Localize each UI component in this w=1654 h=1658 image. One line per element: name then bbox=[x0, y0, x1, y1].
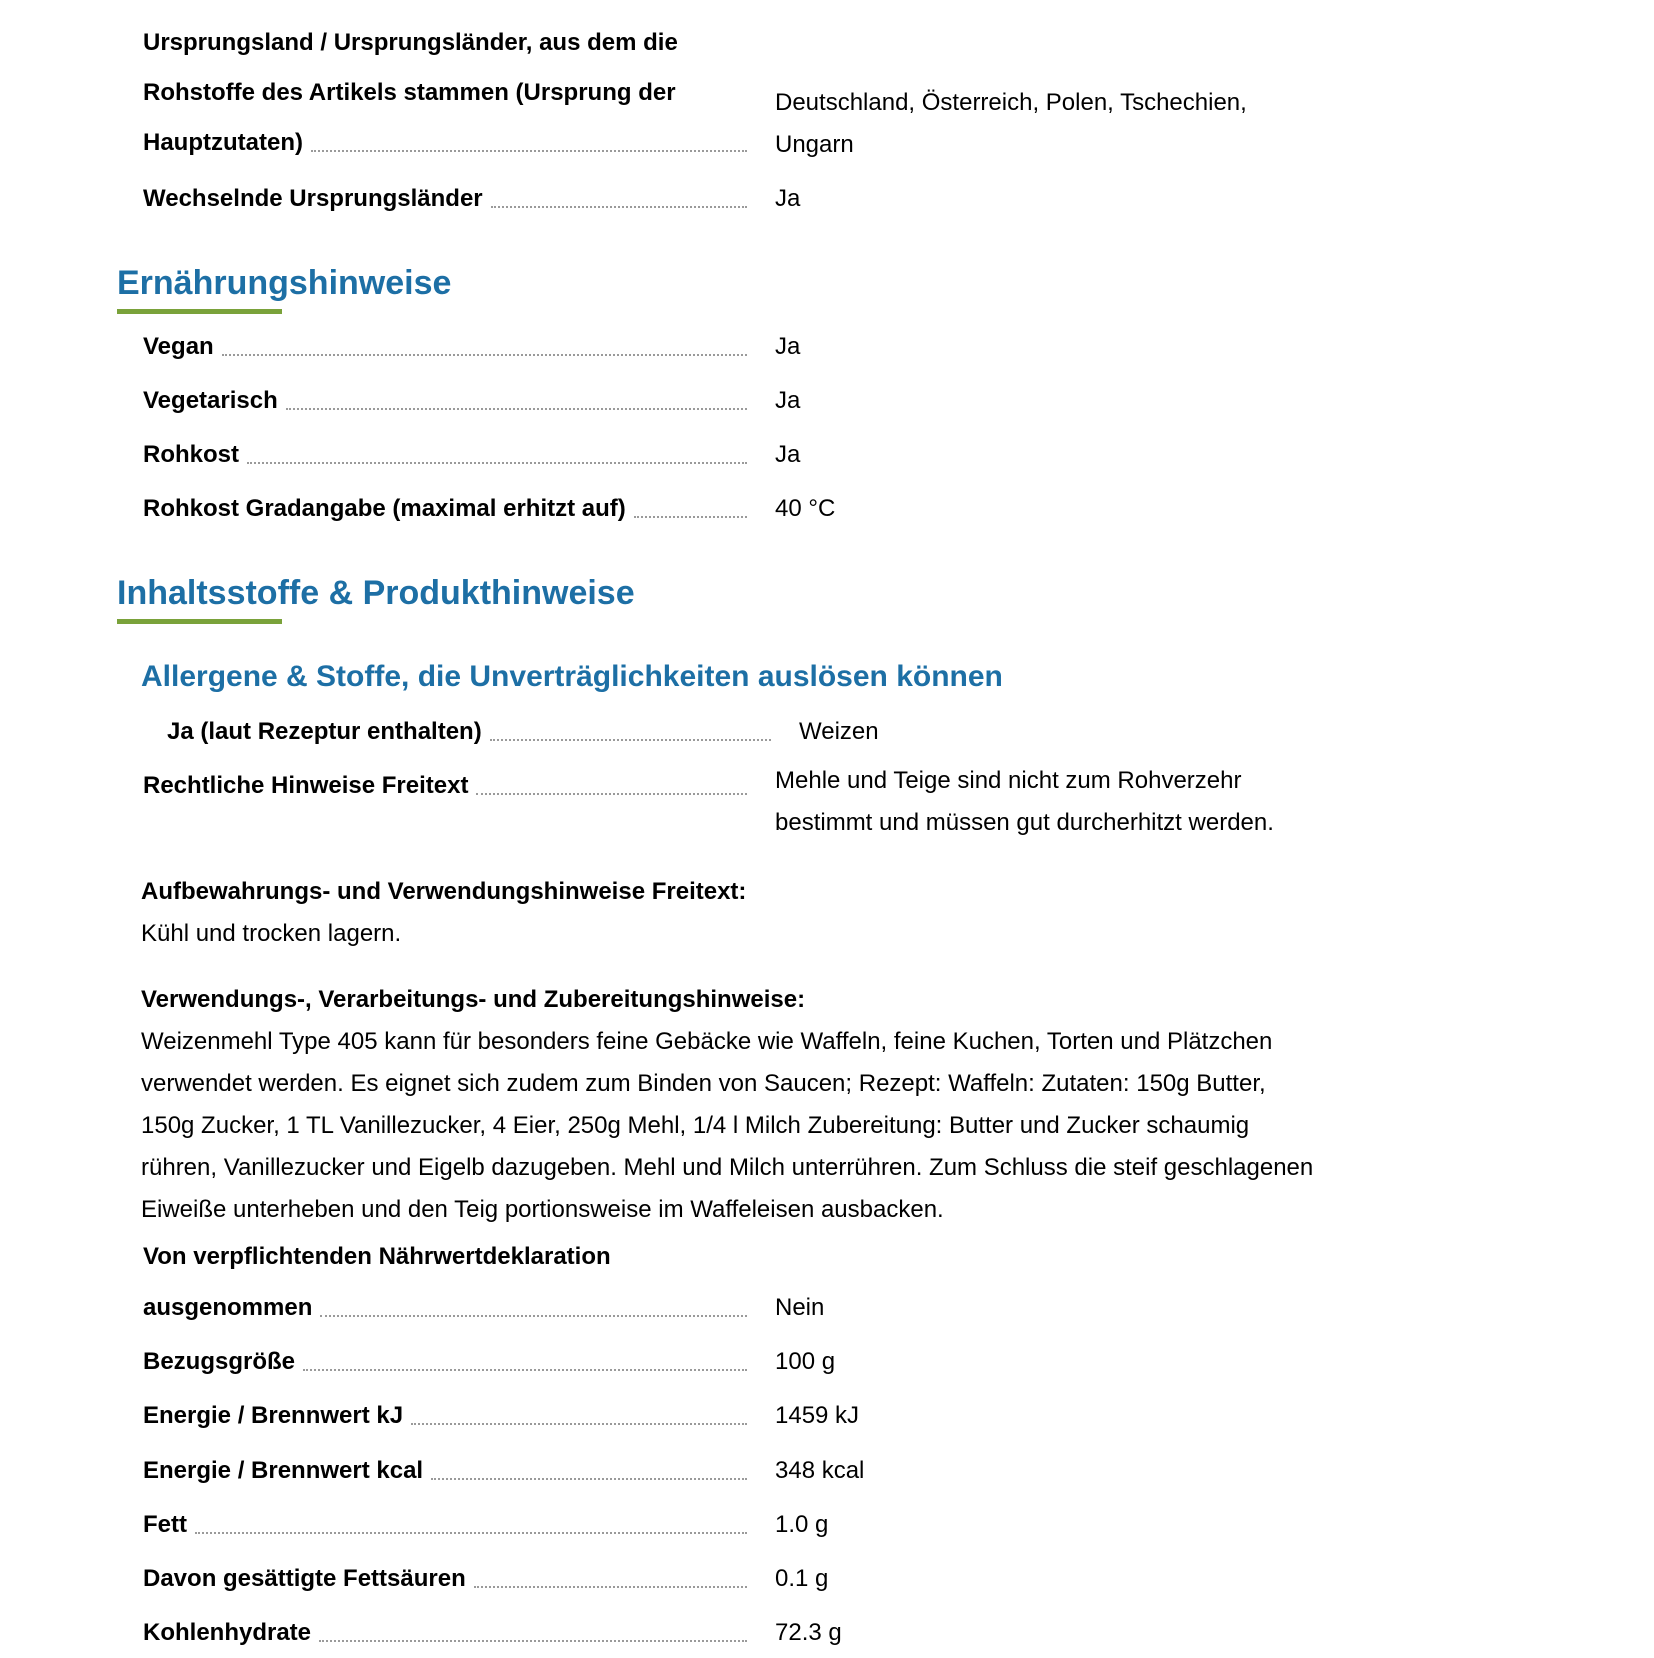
heading-accent-bar bbox=[117, 309, 282, 314]
leader-dots bbox=[222, 353, 747, 356]
usage-label: Verwendungs-, Verarbeitungs- und Zubereitungshinweise: bbox=[141, 986, 806, 1013]
nutrient-value: 0.1 g bbox=[775, 1565, 829, 1592]
leader-dots bbox=[303, 1368, 747, 1371]
origin-countries-value-line2: Ungarn bbox=[775, 131, 854, 158]
origin-label-line1: Ursprungsland / Ursprungsländer, aus dem die bbox=[143, 29, 678, 56]
leader-dots bbox=[634, 515, 747, 518]
leader-dots bbox=[491, 205, 747, 208]
nutrition-value: Ja bbox=[775, 441, 801, 468]
allergens-value: Weizen bbox=[799, 718, 879, 745]
leader-dots bbox=[195, 1531, 747, 1534]
storage-label: Aufbewahrungs- und Verwendungshinweise Freitext: bbox=[141, 878, 747, 905]
nutrient-label: Bezugsgröße bbox=[143, 1348, 296, 1375]
leader-dots bbox=[476, 792, 747, 795]
leader-dots bbox=[490, 738, 771, 741]
allergens-label: Ja (laut Rezeptur enthalten) bbox=[167, 718, 482, 745]
nutrition-label: Vegan bbox=[143, 333, 214, 360]
exempt-label-line2: ausgenommen bbox=[143, 1294, 313, 1321]
exempt-label-line1: Von verpflichtenden Nährwertdeklaration bbox=[143, 1243, 611, 1270]
leader-dots bbox=[286, 407, 747, 410]
exempt-value: Nein bbox=[775, 1294, 825, 1321]
nutrient-value: 348 kcal bbox=[775, 1457, 865, 1484]
nutrient-label: Energie / Brennwert kJ bbox=[143, 1402, 404, 1429]
nutrition-label: Vegetarisch bbox=[143, 387, 278, 414]
allergens-heading: Allergene & Stoffe, die Unverträglichkeiten auslösen können bbox=[141, 660, 1003, 693]
nutrient-value: 1459 kJ bbox=[775, 1402, 860, 1429]
nutrient-label: Kohlenhydrate bbox=[143, 1619, 312, 1646]
nutrition-value: Ja bbox=[775, 333, 801, 360]
ingredients-heading: Inhaltsstoffe & Produkthinweise bbox=[117, 574, 635, 612]
origin-changing-label: Wechselnde Ursprungsländer bbox=[143, 185, 483, 212]
origin-label-line3: Hauptzutaten) bbox=[143, 129, 303, 156]
nutrient-value: 100 g bbox=[775, 1348, 836, 1375]
nutrient-label: Fett bbox=[143, 1511, 187, 1538]
usage-line: rühren, Vanillezucker und Eigelb dazugeben. Mehl und Milch unterrühren. Zum Schluss die steif geschlagenen bbox=[141, 1154, 1314, 1181]
nutrient-value: 72.3 g bbox=[775, 1619, 842, 1646]
leader-dots bbox=[320, 1314, 747, 1317]
nutrition-notes-heading: Ernährungshinweise bbox=[117, 264, 452, 302]
leader-dots bbox=[311, 149, 747, 152]
origin-label-line2: Rohstoffe des Artikels stammen (Ursprung der bbox=[143, 79, 676, 106]
nutrition-label: Rohkost Gradangabe (maximal erhitzt auf) bbox=[143, 495, 626, 522]
origin-changing-value: Ja bbox=[775, 185, 801, 212]
nutrition-value: 40 °C bbox=[775, 495, 836, 522]
usage-line: Weizenmehl Type 405 kann für besonders feine Gebäcke wie Waffeln, feine Kuchen, Torten und Plätzchen bbox=[141, 1028, 1273, 1055]
leader-dots bbox=[474, 1585, 747, 1588]
heading-accent-bar bbox=[117, 619, 282, 624]
leader-dots bbox=[411, 1422, 747, 1425]
nutrition-label: Rohkost bbox=[143, 441, 239, 468]
legal-label: Rechtliche Hinweise Freitext bbox=[143, 772, 469, 799]
usage-line: verwendet werden. Es eignet sich zudem zum Binden von Saucen; Rezept: Waffeln: Zutaten: 150g Butter, bbox=[141, 1070, 1266, 1097]
nutrient-value: 1.0 g bbox=[775, 1511, 829, 1538]
usage-line: Eiweiße unterheben und den Teig portionsweise im Waffeleisen ausbacken. bbox=[141, 1196, 944, 1223]
leader-dots bbox=[431, 1477, 747, 1480]
origin-countries-value-line1: Deutschland, Österreich, Polen, Tschechien, bbox=[775, 89, 1247, 116]
nutrient-label: Davon gesättigte Fettsäuren bbox=[143, 1565, 466, 1592]
legal-value-line1: Mehle und Teige sind nicht zum Rohverzehr bbox=[775, 767, 1242, 794]
storage-text: Kühl und trocken lagern. bbox=[141, 920, 402, 947]
legal-value-line2: bestimmt und müssen gut durcherhitzt werden. bbox=[775, 809, 1274, 836]
usage-line: 150g Zucker, 1 TL Vanillezucker, 4 Eier, 250g Mehl, 1/4 l Milch Zubereitung: Butter und Zucker schaumig bbox=[141, 1112, 1250, 1139]
nutrition-value: Ja bbox=[775, 387, 801, 414]
nutrient-label: Energie / Brennwert kcal bbox=[143, 1457, 424, 1484]
leader-dots bbox=[247, 461, 747, 464]
usage-text bbox=[141, 1021, 1401, 1231]
leader-dots bbox=[319, 1639, 747, 1642]
